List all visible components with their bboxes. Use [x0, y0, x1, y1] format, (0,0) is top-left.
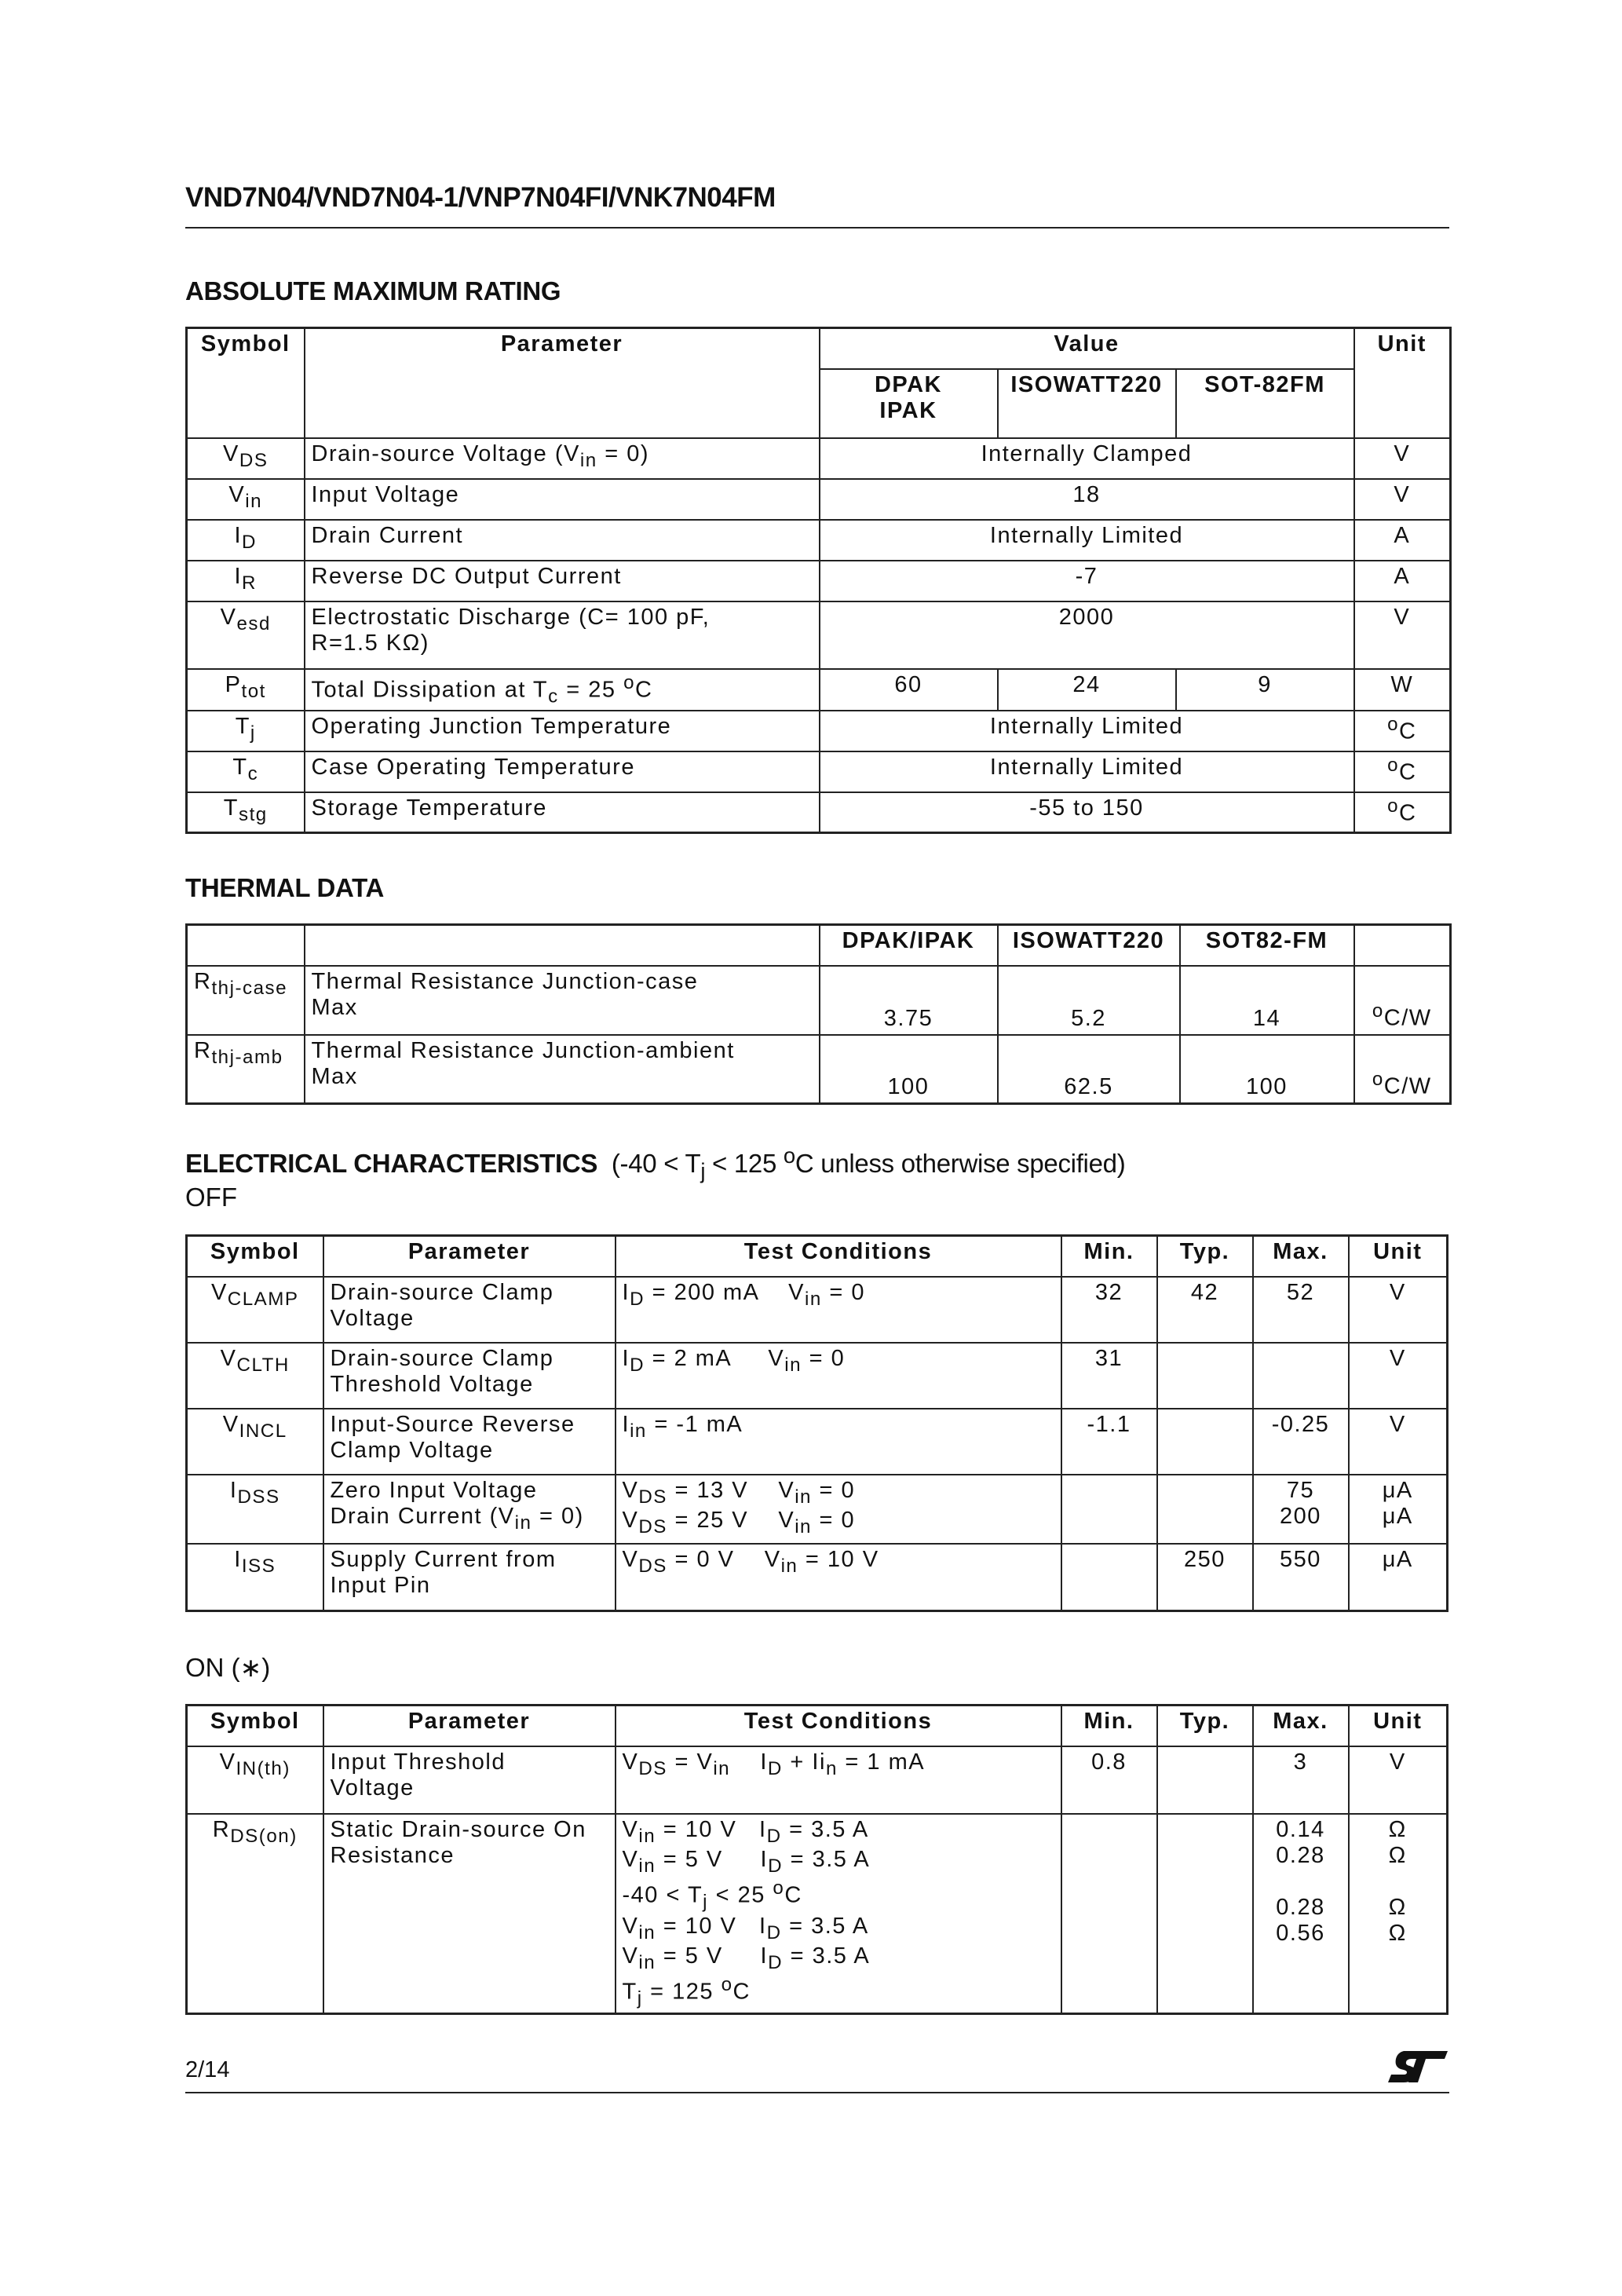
on-header-max: Max.	[1253, 1706, 1349, 1746]
parameter-cell: Operating Junction Temperature	[305, 711, 820, 751]
unit-cell: V	[1354, 438, 1451, 479]
amr-header-dpak: DPAK IPAK	[820, 369, 998, 438]
value-cell: Internally Limited	[820, 711, 1354, 751]
unit-cell: $^o$C	[1354, 751, 1451, 792]
table-row	[187, 601, 1451, 669]
table-row	[187, 1035, 1451, 1104]
value-cell: 3.75	[820, 966, 998, 1035]
symbol-cell: $T_{stg}$	[187, 792, 305, 833]
on-header-parameter: Parameter	[323, 1706, 616, 1746]
test-condition-cell: $V_{DS} = 0$ V $V_{in} = 10$ V	[616, 1544, 1061, 1611]
parameter-cell: Supply Current from Input Pin	[323, 1544, 616, 1611]
unit-cell: V	[1349, 1277, 1448, 1343]
max-cell: 0.14 0.28 0.28 0.56	[1253, 1814, 1349, 2014]
symbol-cell: $V_{IN(th)}$	[187, 1746, 323, 1814]
thermal-header-sot: SOT82-FM	[1180, 925, 1354, 966]
value-cell: Internally Limited	[820, 751, 1354, 792]
max-cell: -0.25	[1253, 1409, 1349, 1475]
amr-header-isowatt: ISOWATT220	[998, 369, 1176, 438]
table-row	[187, 438, 1451, 479]
datasheet-page	[185, 0, 1449, 2296]
electrical-heading: ELECTRICAL CHARACTERISTICS ($-40 < T_j < 125$ $^o$C unless otherwise specified)	[185, 1143, 1126, 1183]
on-header-unit: Unit	[1349, 1706, 1448, 1746]
thermal-heading: THERMAL DATA	[185, 873, 385, 902]
test-condition-cell: $I_{in} = -1$ mA	[616, 1409, 1061, 1475]
table-row	[187, 669, 1451, 711]
typ-cell: 250	[1157, 1544, 1253, 1611]
typ-cell	[1157, 1409, 1253, 1475]
unit-cell: μA μA	[1349, 1475, 1448, 1544]
min-cell: 0.8	[1061, 1746, 1157, 1814]
min-cell: -1.1	[1061, 1409, 1157, 1475]
unit-cell: A	[1354, 520, 1451, 561]
thermal-header-unit	[1354, 925, 1451, 966]
parameter-cell: Thermal Resistance Junction-case Max	[305, 966, 820, 1035]
max-cell	[1253, 1343, 1349, 1409]
amr-header-unit: Unit	[1354, 328, 1451, 438]
symbol-cell: $P_{tot}$	[187, 669, 305, 711]
value-cell: Internally Clamped	[820, 438, 1354, 479]
amr-header-value: Value	[820, 328, 1354, 369]
off-header-max: Max.	[1253, 1236, 1349, 1277]
off-header-symbol: Symbol	[187, 1236, 323, 1277]
table-row	[187, 1409, 1448, 1475]
symbol-cell: $R_{thj-case}$	[187, 966, 305, 1035]
max-cell: 3	[1253, 1746, 1349, 1814]
parameter-cell: Input Threshold Voltage	[323, 1746, 616, 1814]
value-cell: 14	[1180, 966, 1354, 1035]
thermal-header-isowatt: ISOWATT220	[998, 925, 1180, 966]
table-row	[187, 1475, 1448, 1544]
thermal-header-empty	[187, 925, 305, 966]
table-row	[187, 479, 1451, 520]
thermal-header-dpak: DPAK/IPAK	[820, 925, 998, 966]
parameter-cell: Reverse DC Output Current	[305, 561, 820, 601]
on-label: ON (∗)	[185, 1653, 271, 1682]
unit-cell: $^o$C/W	[1354, 966, 1451, 1035]
min-cell: 32	[1061, 1277, 1157, 1343]
table-row	[187, 751, 1451, 792]
value-sot-cell: 9	[1176, 669, 1354, 711]
table-row	[187, 1814, 1448, 2014]
table-row	[187, 1277, 1448, 1343]
parameter-cell: Static Drain-source On Resistance	[323, 1814, 616, 2014]
amr-table	[185, 327, 1452, 834]
typ-cell	[1157, 1746, 1253, 1814]
typ-cell	[1157, 1343, 1253, 1409]
max-cell: 52	[1253, 1277, 1349, 1343]
min-cell	[1061, 1814, 1157, 2014]
max-cell: 550	[1253, 1544, 1349, 1611]
off-header-parameter: Parameter	[323, 1236, 616, 1277]
symbol-cell: $V_{INCL}$	[187, 1409, 323, 1475]
test-condition-cell: $V_{in} = 10$ V $I_D = 3.5$ A $V_{in} = 5$ V $I_D = 3.5$ A $-40 < T_j < 25$ $^o$C $V_{in} = 10$ V $I_D = 3.5$ A $V_{in} = 5$ V $I_D = 3.5$ A $T_j = 125$ $^o$C	[616, 1814, 1061, 2014]
amr-heading: ABSOLUTE MAXIMUM RATING	[185, 276, 561, 305]
page-number: 2/14	[185, 2057, 230, 2082]
parameter-cell: Zero Input Voltage Drain Current $(V_{in} = 0)$	[323, 1475, 616, 1544]
parameter-cell: Input-Source Reverse Clamp Voltage	[323, 1409, 616, 1475]
unit-cell: Ω Ω Ω Ω	[1349, 1814, 1448, 2014]
value-cell: 18	[820, 479, 1354, 520]
parameter-cell: Drain Current	[305, 520, 820, 561]
value-dpak-cell: 60	[820, 669, 998, 711]
title-divider	[185, 227, 1449, 229]
min-cell	[1061, 1544, 1157, 1611]
symbol-cell: $T_j$	[187, 711, 305, 751]
value-cell: Internally Limited	[820, 520, 1354, 561]
off-header-test: Test Conditions	[616, 1236, 1061, 1277]
table-row	[187, 1544, 1448, 1611]
thermal-table	[185, 923, 1452, 1105]
symbol-cell: $V_{DS}$	[187, 438, 305, 479]
value-cell: -7	[820, 561, 1354, 601]
symbol-cell: $V_{esd}$	[187, 601, 305, 669]
symbol-cell: $V_{in}$	[187, 479, 305, 520]
typ-cell	[1157, 1475, 1253, 1544]
amr-header-sot: SOT-82FM	[1176, 369, 1354, 438]
value-cell: -55 to 150	[820, 792, 1354, 833]
off-label: OFF	[185, 1183, 237, 1212]
on-header-typ: Typ.	[1157, 1706, 1253, 1746]
on-header-test: Test Conditions	[616, 1706, 1061, 1746]
off-header-typ: Typ.	[1157, 1236, 1253, 1277]
st-logo-icon	[1386, 2049, 1449, 2084]
off-header-min: Min.	[1061, 1236, 1157, 1277]
min-cell: 31	[1061, 1343, 1157, 1409]
parameter-cell: Total Dissipation at $T_c = 25$ $^o$C	[305, 669, 820, 711]
typ-cell: 42	[1157, 1277, 1253, 1343]
unit-cell: $^o$C/W	[1354, 1035, 1451, 1104]
unit-cell: μA	[1349, 1544, 1448, 1611]
off-header-unit: Unit	[1349, 1236, 1448, 1277]
footer-divider	[185, 2092, 1449, 2093]
parameter-cell: Drain-source Clamp Threshold Voltage	[323, 1343, 616, 1409]
unit-cell: V	[1354, 479, 1451, 520]
value-cell: 62.5	[998, 1035, 1180, 1104]
parameter-cell: Drain-source Voltage $(V_{in} = 0)$	[305, 438, 820, 479]
symbol-cell: $I_{DSS}$	[187, 1475, 323, 1544]
symbol-cell: $I_{ISS}$	[187, 1544, 323, 1611]
min-cell	[1061, 1475, 1157, 1544]
thermal-header-empty	[305, 925, 820, 966]
value-cell: 2000	[820, 601, 1354, 669]
symbol-cell: $V_{CLTH}$	[187, 1343, 323, 1409]
symbol-cell: $R_{thj-amb}$	[187, 1035, 305, 1104]
test-condition-cell: $V_{DS} = V_{in}$ $I_D + Ii_n = 1$ mA	[616, 1746, 1061, 1814]
symbol-cell: $V_{CLAMP}$	[187, 1277, 323, 1343]
table-row	[187, 1746, 1448, 1814]
parameter-cell: Drain-source Clamp Voltage	[323, 1277, 616, 1343]
table-row	[187, 1343, 1448, 1409]
unit-cell: V	[1349, 1343, 1448, 1409]
condition-note: ($-40 < T_j < 125$ $^o$C unless otherwise specified)	[611, 1143, 1126, 1183]
symbol-cell: $T_c$	[187, 751, 305, 792]
parameter-cell: Input Voltage	[305, 479, 820, 520]
table-row	[187, 792, 1451, 833]
unit-cell: V	[1349, 1409, 1448, 1475]
on-header-min: Min.	[1061, 1706, 1157, 1746]
symbol-cell: $R_{DS(on)}$	[187, 1814, 323, 2014]
test-condition-cell: $V_{DS} = 13$ V $V_{in} = 0$ $V_{DS} = 25$ V $V_{in} = 0$	[616, 1475, 1061, 1544]
off-table	[185, 1234, 1448, 1612]
amr-header-parameter: Parameter	[305, 328, 820, 438]
typ-cell	[1157, 1814, 1253, 2014]
on-header-symbol: Symbol	[187, 1706, 323, 1746]
unit-cell: W	[1354, 669, 1451, 711]
parameter-cell: Electrostatic Discharge (C= 100 pF, R=1.5 KΩ)	[305, 601, 820, 669]
max-cell: 75 200	[1253, 1475, 1349, 1544]
unit-cell: A	[1354, 561, 1451, 601]
unit-cell: V	[1349, 1746, 1448, 1814]
unit-cell: V	[1354, 601, 1451, 669]
symbol-cell: $I_D$	[187, 520, 305, 561]
test-condition-cell: $I_D = 2$ mA $V_{in} = 0$	[616, 1343, 1061, 1409]
table-row	[187, 966, 1451, 1035]
symbol-cell: $I_R$	[187, 561, 305, 601]
parameter-cell: Thermal Resistance Junction-ambient Max	[305, 1035, 820, 1104]
value-cell: 100	[820, 1035, 998, 1104]
parameter-cell: Case Operating Temperature	[305, 751, 820, 792]
table-row	[187, 561, 1451, 601]
document-title: VND7N04/VND7N04-1/VNP7N04FI/VNK7N04FM	[185, 182, 776, 213]
parameter-cell: Storage Temperature	[305, 792, 820, 833]
test-condition-cell: $I_D = 200$ mA $V_{in} = 0$	[616, 1277, 1061, 1343]
value-cell: 5.2	[998, 966, 1180, 1035]
unit-cell: $^o$C	[1354, 711, 1451, 751]
table-row	[187, 711, 1451, 751]
unit-cell: $^o$C	[1354, 792, 1451, 833]
value-cell: 100	[1180, 1035, 1354, 1104]
on-table	[185, 1704, 1448, 2015]
table-row	[187, 520, 1451, 561]
amr-header-symbol: Symbol	[187, 328, 305, 438]
value-isowatt-cell: 24	[998, 669, 1176, 711]
